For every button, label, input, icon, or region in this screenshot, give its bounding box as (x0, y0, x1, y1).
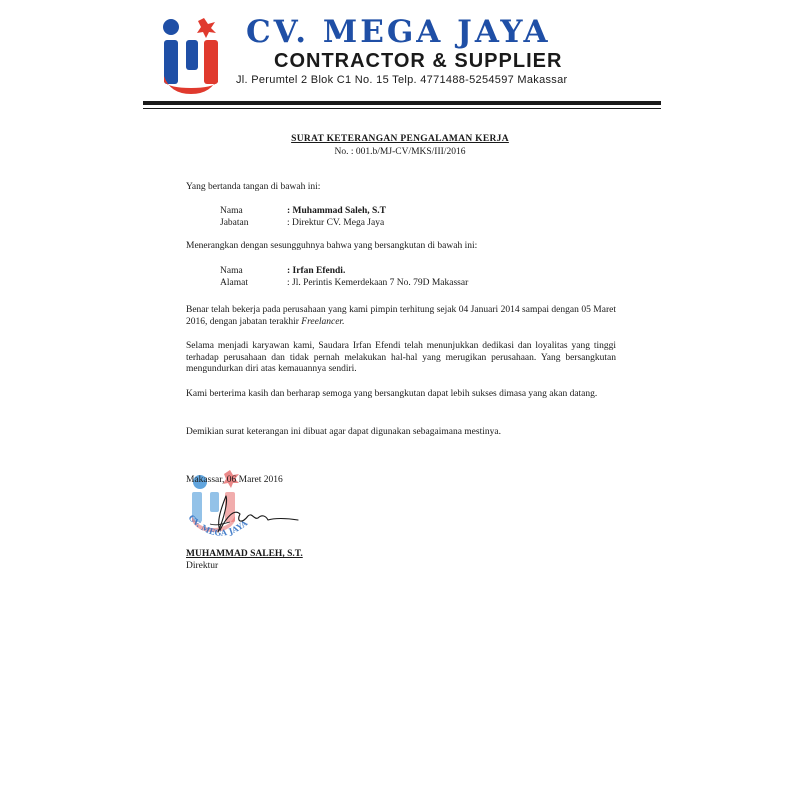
signatory-name-label: Nama (220, 206, 243, 216)
intro-text: Yang bertanda tangan di bawah ini: (186, 182, 321, 192)
signer-title: Direktur (186, 561, 219, 571)
letter-number: No. : 001.b/MJ-CV/MKS/III/2016 (334, 147, 466, 157)
company-name: CV. MEGA JAYA (246, 14, 551, 50)
signatory-name-value: : Muhammad Saleh, S.T (287, 206, 386, 216)
handwritten-signature (196, 492, 306, 538)
place-date: Makassar, 06 Maret 2016 (186, 475, 283, 485)
thanks-paragraph: Kami berterima kasih dan berharap semoga yang bersangkutan dapat lebih sukses dimasa yang akan datang. (186, 389, 598, 399)
stamp-text: CV. MEGA JAYA (186, 512, 250, 538)
employment-role: Freelancer. (301, 316, 345, 327)
letter-title: SURAT KETERANGAN PENGALAMAN KERJA (291, 134, 509, 144)
closing-paragraph: Demikian surat keterangan ini dibuat agar dapat digunakan sebagaimana mestinya. (186, 427, 501, 437)
letterhead-divider-thick (143, 101, 661, 105)
letterhead-divider-thin (143, 108, 661, 109)
mj-logo-icon (160, 16, 222, 96)
signer-name: MUHAMMAD SALEH, S.T. (186, 549, 303, 559)
company-address: Jl. Perumtel 2 Blok C1 No. 15 Telp. 4771488-5254597 Makassar (236, 74, 568, 86)
statement-text: Menerangkan dengan sesungguhnya bahwa yang bersangkutan di bawah ini: (186, 241, 478, 251)
signatory-position-value: : Direktur CV. Mega Jaya (287, 218, 385, 228)
company-tagline: CONTRACTOR & SUPPLIER (274, 50, 563, 72)
employment-text: Benar telah bekerja pada perusahaan yang kami pimpin terhitung sejak 04 Januari 2014 sampai dengan 05 Maret 2016, dengan jabatan terakhir (186, 305, 616, 327)
conduct-paragraph: Selama menjadi karyawan kami, Saudara Irfan Efendi telah menunjukkan dedikasi dan loyalitas yang tinggi terhadap perusahaan dan tidak pernah melakukan hal-hal yang merugikan perusahaan. Yang bersangkutan mengundurkan diri atas kemauannya sendiri. (186, 341, 616, 374)
employee-name-label: Nama (220, 266, 243, 276)
signatory-position-label: Jabatan (220, 218, 249, 228)
employee-name-value: : Irfan Efendi. (287, 266, 346, 276)
employee-address-label: Alamat (220, 278, 248, 288)
employee-address-value: : Jl. Perintis Kemerdekaan 7 No. 79D Makassar (287, 278, 469, 288)
employment-paragraph (186, 305, 616, 328)
